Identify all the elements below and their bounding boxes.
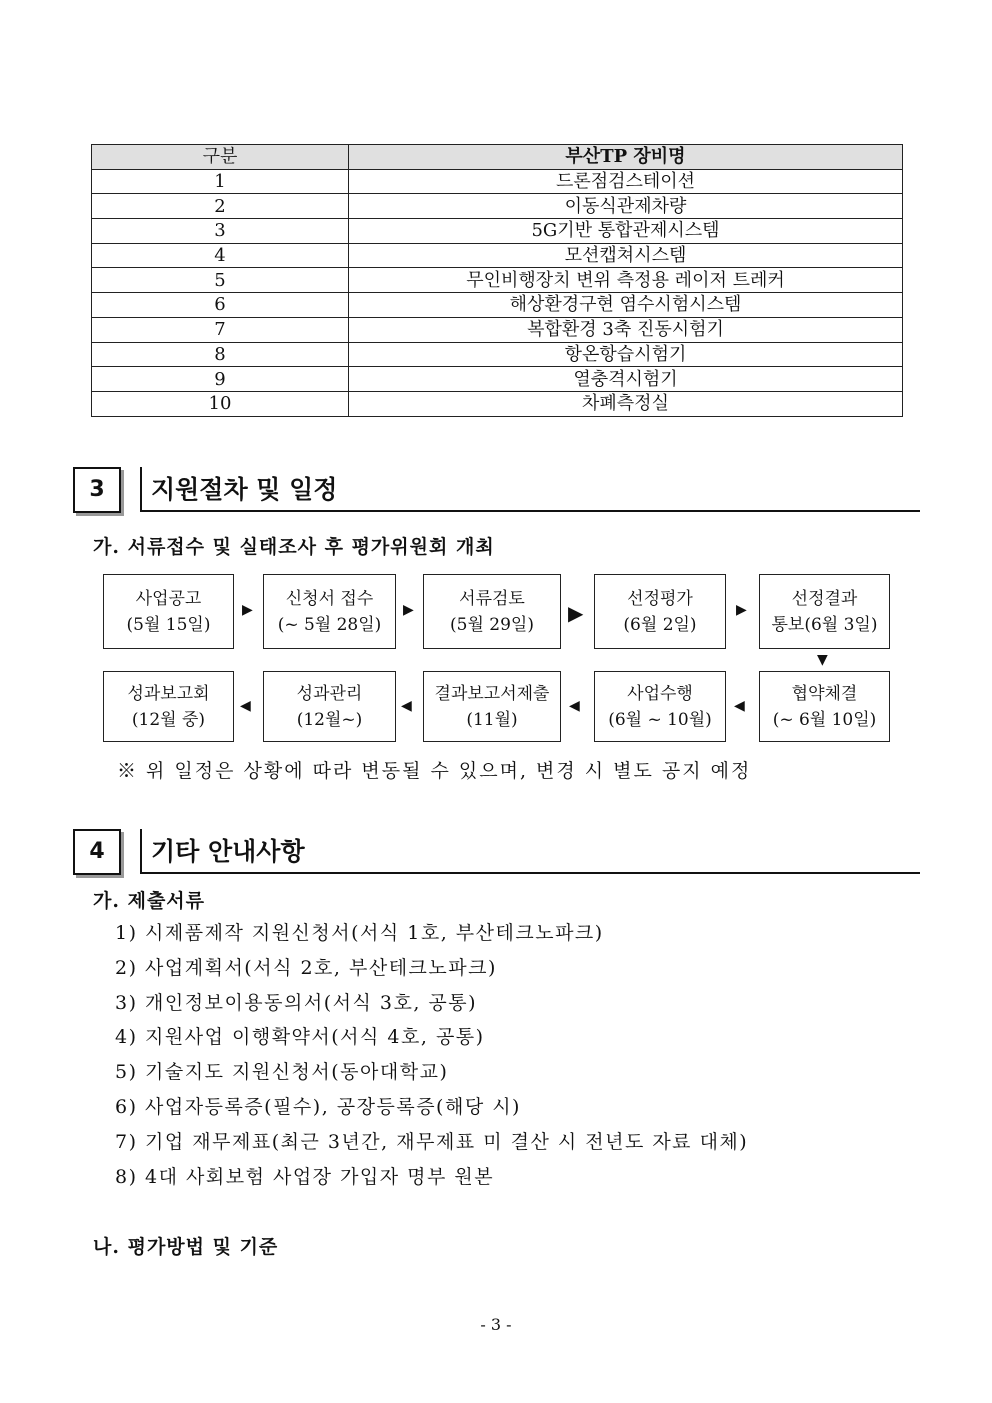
list-item: 2) 사업계획서(서식 2호, 부산테크노파크) <box>115 956 497 979</box>
cell-equipment-name: 무인비행장치 변위 측정용 레이저 트레커 <box>349 268 903 293</box>
flow-step-date: 통보(6월 3일) <box>771 614 878 635</box>
flow-step-date: (12월 중) <box>131 709 206 730</box>
subheading-evaluation: 나. 평가방법 및 기준 <box>93 1236 279 1258</box>
flow-step-label: 선정결과 <box>791 588 858 609</box>
flow-step-project-execution <box>594 671 726 742</box>
flow-step-date: (11월) <box>466 709 518 730</box>
section-number-badge: 3 <box>73 467 121 513</box>
table-row <box>92 194 903 219</box>
arrow-right-icon: ▶ <box>242 602 253 618</box>
page-number: - 3 - <box>480 1315 512 1334</box>
section-divider <box>140 467 142 511</box>
table-row <box>92 268 903 293</box>
flow-step-label: 서류검토 <box>459 588 525 609</box>
table-row <box>92 342 903 367</box>
cell-equipment-name: 열충격시험기 <box>349 367 903 392</box>
table-row <box>92 317 903 342</box>
subheading-procedure: 가. 서류접수 및 실태조사 후 평가위원회 개최 <box>93 536 495 558</box>
cell-equipment-name: 드론점검스테이션 <box>349 169 903 194</box>
cell-category: 9 <box>92 367 349 392</box>
table-row <box>92 219 903 244</box>
cell-equipment-name: 항온항습시험기 <box>349 342 903 367</box>
cell-category: 4 <box>92 243 349 268</box>
equipment-table-body <box>92 169 903 416</box>
list-item: 7) 기업 재무제표(최근 3년간, 재무제표 미 결산 시 전년도 자료 대체) <box>115 1130 749 1153</box>
column-header-category: 구분 <box>92 145 349 170</box>
table-header-row <box>92 145 903 170</box>
table-row <box>92 169 903 194</box>
cell-equipment-name: 해상환경구현 염수시험시스템 <box>349 293 903 318</box>
schedule-note: ※ 위 일정은 상황에 따라 변동될 수 있으며, 변경 시 별도 공지 예정 <box>117 760 752 782</box>
flow-step-date: (~ 5월 28일) <box>277 614 382 635</box>
list-item: 8) 4대 사회보험 사업장 가입자 명부 원본 <box>115 1165 495 1188</box>
flow-step-date: (5월 29일) <box>450 614 534 635</box>
subheading-documents: 가. 제출서류 <box>93 890 205 912</box>
flow-step-performance-management <box>263 671 396 742</box>
flow-step-date: (6월 2일) <box>623 614 697 635</box>
cell-equipment-name: 이동식관제차량 <box>349 194 903 219</box>
column-header-equipment-name: 부산TP 장비명 <box>349 145 903 170</box>
cell-category: 10 <box>92 391 349 416</box>
flow-step-application <box>263 574 396 649</box>
section-title: 지원절차 및 일정 <box>151 475 338 504</box>
table-row <box>92 243 903 268</box>
list-item: 5) 기술지도 지원신청서(동아대학교) <box>115 1061 449 1084</box>
arrow-down-icon: ▼ <box>817 652 828 668</box>
equipment-table <box>91 144 903 417</box>
section-divider <box>140 829 142 873</box>
table-row <box>92 391 903 416</box>
arrow-left-icon: ◀ <box>240 698 251 714</box>
arrow-right-icon: ▶ <box>403 602 414 618</box>
cell-equipment-name: 복합환경 3축 진동시험기 <box>349 317 903 342</box>
flow-step-date: (5월 15일) <box>126 614 211 635</box>
cell-category: 6 <box>92 293 349 318</box>
list-item: 1) 시제품제작 지원신청서(서식 1호, 부산테크노파크) <box>115 922 604 944</box>
section-title: 기타 안내사항 <box>151 837 305 866</box>
cell-equipment-name: 차폐측정실 <box>349 391 903 416</box>
flow-step-result-notice <box>759 574 890 649</box>
arrow-right-icon: ▶ <box>568 601 584 625</box>
arrow-left-icon: ◀ <box>569 698 580 714</box>
flow-step-selection-evaluation <box>594 574 726 649</box>
flow-step-performance-report <box>103 671 234 742</box>
flow-step-announcement <box>103 574 234 649</box>
cell-category: 8 <box>92 342 349 367</box>
flow-step-result-report-submission <box>423 671 561 742</box>
flow-step-label: 성과보고회 <box>127 683 210 704</box>
cell-category: 2 <box>92 194 349 219</box>
flow-step-document-review <box>423 574 561 649</box>
list-item: 3) 개인정보이용동의서(서식 3호, 공통) <box>115 991 478 1014</box>
flow-step-label: 협약체결 <box>791 683 858 704</box>
flow-step-agreement <box>759 671 890 742</box>
table-row <box>92 293 903 318</box>
list-item: 6) 사업자등록증(필수), 공장등록증(해당 시) <box>115 1095 521 1118</box>
list-item: 4) 지원사업 이행확약서(서식 4호, 공통) <box>115 1026 485 1049</box>
section-underline <box>140 872 920 874</box>
flow-step-label: 성과관리 <box>296 683 363 704</box>
cell-category: 1 <box>92 169 349 194</box>
arrow-right-icon: ▶ <box>736 602 747 618</box>
table-row <box>92 367 903 392</box>
arrow-left-icon: ◀ <box>401 698 412 714</box>
cell-equipment-name: 5G기반 통합관제시스템 <box>349 219 903 244</box>
flow-step-label: 사업수행 <box>627 683 693 704</box>
flow-step-label: 신청서 접수 <box>285 588 374 609</box>
flow-step-date: (6월 ~ 10월) <box>608 709 712 730</box>
cell-category: 5 <box>92 268 349 293</box>
arrow-left-icon: ◀ <box>734 698 745 714</box>
flow-step-date: (~ 6월 10일) <box>772 709 877 730</box>
flow-step-date: (12월~) <box>296 709 363 730</box>
flow-step-label: 선정평가 <box>627 588 693 609</box>
required-documents-list <box>115 918 748 1196</box>
cell-category: 3 <box>92 219 349 244</box>
section-number-badge: 4 <box>73 829 121 875</box>
section-underline <box>140 510 920 512</box>
flow-step-label: 사업공고 <box>135 588 202 609</box>
cell-equipment-name: 모션캡쳐시스템 <box>349 243 903 268</box>
cell-category: 7 <box>92 317 349 342</box>
flow-step-label: 결과보고서제출 <box>434 683 550 704</box>
